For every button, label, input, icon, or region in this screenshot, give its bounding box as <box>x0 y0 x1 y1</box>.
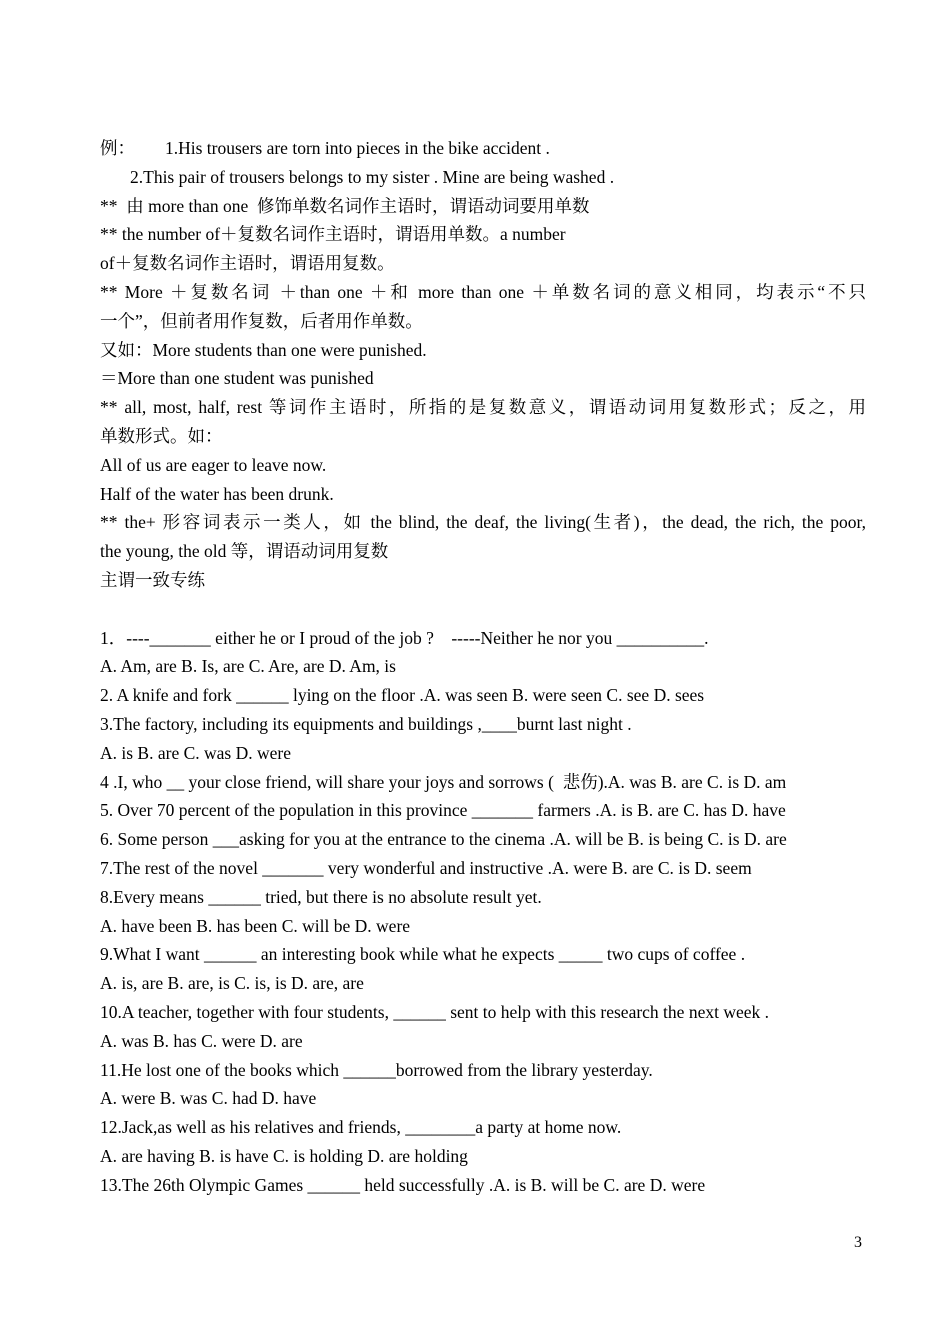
exercise-line: 8.Every means ______ tried, but there is no absolute result yet. <box>100 886 542 907</box>
example-half: Half of the water has been drunk. <box>100 483 334 504</box>
exercise-line: 7.The rest of the novel _______ very wonderful and instructive .A. were B. are C. is D. seem <box>100 857 752 878</box>
exercise-line: 2. A knife and fork ______ lying on the floor .A. was seen B. were seen C. see D. sees <box>100 685 705 706</box>
page-number: 3 <box>854 1234 862 1251</box>
rule-more-plural-line-1: ** More ＋复数名词 ＋than one ＋和 more than one ＋单数名词的意义相同，均表示“不只 <box>100 281 866 302</box>
example-sentence-1: 1.His trousers are torn into pieces in the bike accident . <box>165 138 550 158</box>
rule-the-adj-line-2: the young, the old 等，谓语动词用复数 <box>100 541 389 562</box>
exercise-line: 6. Some person ___asking for you at the entrance to the cinema .A. will be B. is being C. is D. are <box>100 829 787 850</box>
exercise-line: A. have been B. has been C. will be D. were <box>100 915 411 936</box>
exercise-line: 10.A teacher, together with four students, ______ sent to help with this research the next week . <box>100 1001 769 1022</box>
exercise-line: 12.Jack,as well as his relatives and friends, ________a party at home now. <box>100 1117 622 1138</box>
exercise-line: 1．----_______ either he or I proud of the job ? -----Neither he nor you __________. <box>100 627 709 648</box>
exercise-line: A. is B. are C. was D. were <box>100 742 291 763</box>
exercise-line: 5. Over 70 percent of the population in this province _______ farmers .A. is B. are C. has D. have <box>100 800 786 821</box>
exercise-line: 3.The factory, including its equipments and buildings ,____burnt last night . <box>100 713 632 734</box>
exercise-line: 11.He lost one of the books which ______borrowed from the library yesterday. <box>100 1059 653 1080</box>
example-more-2: ＝More than one student was punished <box>100 368 374 389</box>
rule-more-plural-line-2: 一个”，但前者用作复数，后者用作单数。 <box>100 310 423 331</box>
rule-more-than-one: ** 由 more than one 修饰单数名词作主语时，谓语动词要用单数 <box>100 195 590 216</box>
example-line-2: 2.This pair of trousers belongs to my sister . Mine are being washed . <box>130 166 615 187</box>
exercise-line: A. are having B. is have C. is holding D. are holding <box>100 1145 468 1166</box>
rule-all-most-line-1: ** all, most, half, rest 等词作主语时，所指的是复数意义，谓语动词用复数形式；反之，用 <box>100 397 866 418</box>
blank-line <box>100 595 866 624</box>
rule-number-of-line-2: of＋复数名词作主语时，谓语用复数。 <box>100 253 395 274</box>
example-line-1 <box>100 134 866 163</box>
exercise-line: 4 .I, who __ your close friend, will share your joys and sorrows ( 悲伤).A. was B. are C. is D. am <box>100 771 787 792</box>
exercise-line: A. Am, are B. Is, are C. Are, are D. Am, is <box>100 656 396 677</box>
example-all: All of us are eager to leave now. <box>100 454 327 475</box>
example-more-1: 又如：More students than one were punished. <box>100 339 427 360</box>
rule-all-most-line-2: 单数形式。如： <box>100 425 223 446</box>
exercise-line: A. is, are B. are, is C. is, is D. are, are <box>100 973 364 994</box>
section-title: 主谓一致专练 <box>100 569 205 590</box>
exercise-line: A. were B. was C. had D. have <box>100 1088 317 1109</box>
rule-number-of-line-1: ** the number of＋复数名词作主语时，谓语用单数。a number <box>100 224 566 245</box>
document-body <box>100 134 866 1199</box>
exercise-line: 9.What I want ______ an interesting book while what he expects _____ two cups of coffee . <box>100 944 746 965</box>
rule-the-adj-line-1: ** the+ 形容词表示一类人，如 the blind, the deaf, the living(生者)，the dead, the rich, the poor, <box>100 512 866 533</box>
exercise-line: 13.The 26th Olympic Games ______ held successfully .A. is B. will be C. are D. were <box>100 1174 706 1195</box>
exercise-line: A. was B. has C. were D. are <box>100 1030 303 1051</box>
example-label: 例： <box>100 138 135 158</box>
